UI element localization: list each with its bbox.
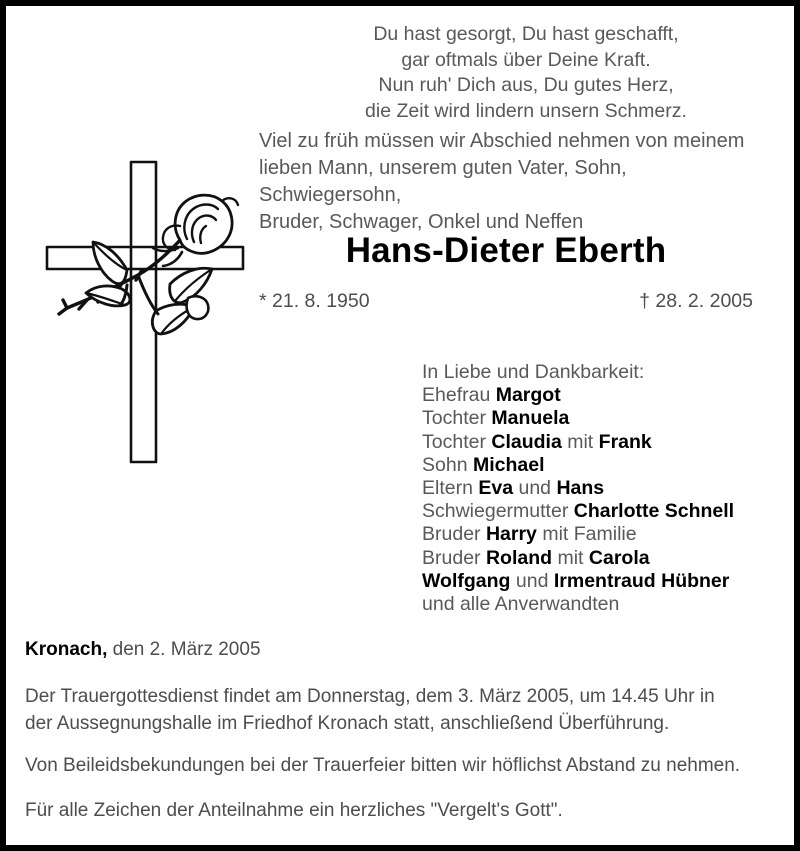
family-entry: [422, 431, 782, 454]
family-entry: [422, 570, 782, 593]
relation-label: Tochter: [422, 407, 492, 430]
relation-label: Bruder: [422, 523, 486, 546]
conjunction: und: [510, 569, 554, 592]
service-details: [25, 683, 777, 737]
family-member-name: Eva: [478, 477, 514, 500]
place-and-date: [25, 639, 261, 661]
thanks-note: [25, 797, 777, 824]
relation-label: Tochter: [422, 430, 492, 453]
relation-label: Schwiegermutter: [422, 500, 574, 523]
memorial-poem: [300, 22, 752, 124]
intro-line-3: Bruder, Schwager, Onkel und Neffen: [259, 211, 584, 233]
condolence-request: [25, 752, 777, 779]
city-name: Kronach,: [25, 639, 108, 660]
family-member-name: Irmentraud Hübner: [553, 569, 730, 592]
conjunction: mit: [552, 546, 589, 569]
family-member-name: Roland: [485, 546, 553, 569]
cross-with-rose-icon: [30, 148, 260, 483]
family-member-name: Michael: [472, 453, 545, 476]
poem-line-4: die Zeit wird lindern unsern Schmerz.: [365, 99, 687, 122]
family-member-name: Margot: [495, 384, 561, 407]
poem-line-1: Du hast gesorgt, Du hast geschafft,: [373, 23, 679, 45]
intro-line-2: lieben Mann, unserem guten Vater, Sohn, Schwiegersohn,: [259, 157, 627, 206]
relation-label: Bruder: [422, 546, 486, 569]
relation-label: Sohn: [422, 453, 473, 476]
poem-line-3: Nun ruh' Dich aus, Du gutes Herz,: [378, 74, 674, 96]
birth-date: * 21. 8. 1950: [259, 290, 370, 312]
relation-suffix: mit Familie: [536, 523, 637, 546]
family-member-name: Carola: [588, 546, 650, 569]
family-entry: [422, 454, 782, 477]
family-member-name: Frank: [598, 430, 652, 453]
notice-date: den 2. März 2005: [107, 639, 261, 660]
family-member-name: Manuela: [491, 407, 570, 430]
condolence-text: Von Beileidsbekundungen bei der Trauerfeier bitten wir höflichst Abstand zu nehmen.: [25, 755, 741, 776]
family-member-name: Charlotte Schnell: [573, 500, 735, 523]
intro-line-1: Viel zu früh müssen wir Abschied nehmen von meinem: [259, 130, 745, 152]
relation-label: Eltern: [422, 477, 479, 500]
deceased-name: Hans-Dieter Eberth: [345, 231, 667, 270]
family-member-name: Claudia: [491, 430, 562, 453]
service-line-1: Der Trauergottesdienst findet am Donnerstag, dem 3. März 2005, um 14.45 Uhr in: [25, 686, 715, 707]
family-list: [422, 361, 782, 616]
intro-paragraph: [259, 128, 769, 236]
life-dates: [259, 290, 753, 313]
family-heading: In Liebe und Dankbarkeit:: [422, 361, 645, 383]
family-entry: [422, 384, 782, 407]
family-member-name: Harry: [485, 523, 537, 546]
family-entry: [422, 407, 782, 430]
family-entry: [422, 477, 782, 500]
family-member-name: Wolfgang: [422, 569, 511, 592]
death-date: † 28. 2. 2005: [639, 290, 753, 312]
family-entry: [422, 500, 782, 523]
family-member-name: Hans: [556, 477, 605, 500]
family-entry: [422, 523, 782, 546]
conjunction: mit: [561, 430, 599, 453]
relation-label: Ehefrau: [422, 384, 496, 407]
family-closing: und alle Anverwandten: [422, 593, 620, 616]
poem-line-2: gar oftmals über Deine Kraft.: [401, 48, 651, 71]
family-entry: [422, 547, 782, 570]
service-line-2: der Aussegnungshalle im Friedhof Kronach statt, anschließend Überführung.: [25, 713, 670, 734]
thanks-text: Für alle Zeichen der Anteilnahme ein herzliches "Vergelt's Gott".: [25, 800, 563, 821]
conjunction: und: [513, 477, 557, 500]
